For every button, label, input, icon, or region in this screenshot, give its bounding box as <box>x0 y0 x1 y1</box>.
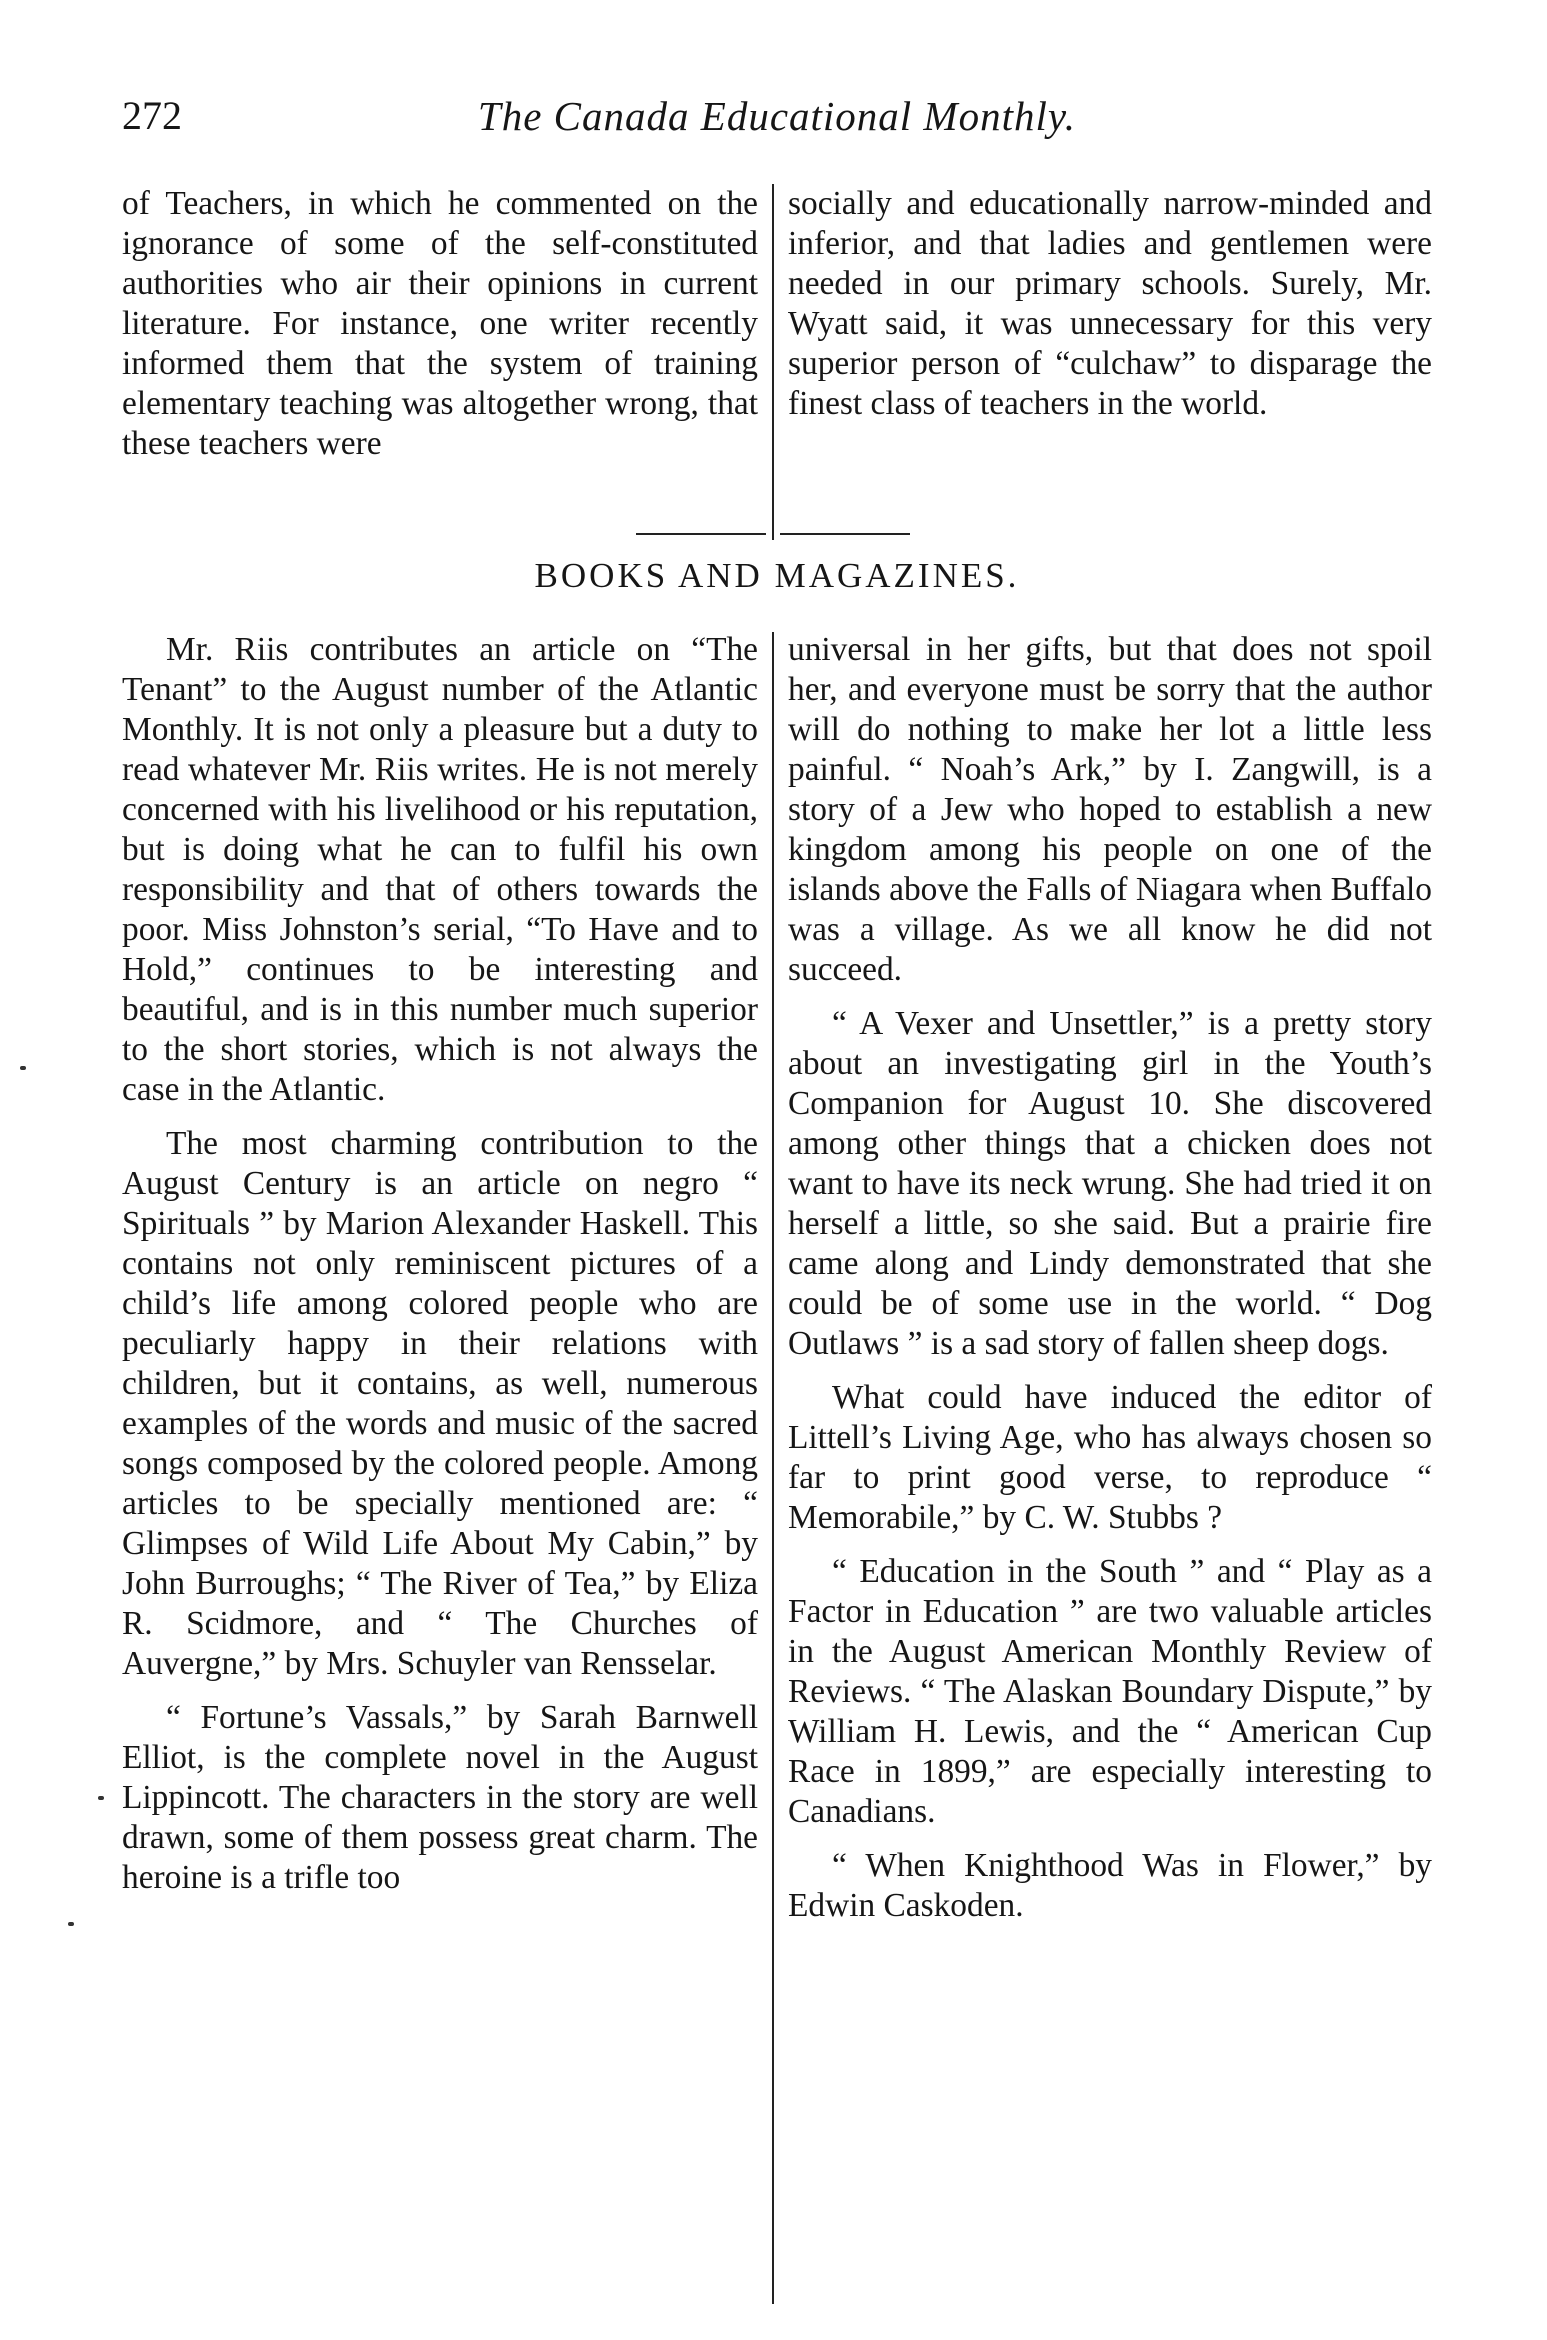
paragraph-lippincott: “ Fortune’s Vassals,” by Sarah Barnwell Elliot, is the complete novel in the August Lippincott. The characters in the story are well drawn, some of them possess great charm. The heroine is a trifle too <box>122 1699 758 1896</box>
section-heading: BOOKS AND MAGAZINES. <box>534 556 1020 595</box>
paragraph-noahs-ark: universal in her gifts, but that does not spoil her, and everyone must be sorry that the author will do nothing to make her lot a little less painful. “ Noah’s Ark,” by I. Zangwill, is a story of a Jew who hoped to establish a new kingdom among his people on one of the islands above the Falls of Niagara when Buffalo was a village. As we all know he did not succeed. <box>788 631 1432 988</box>
margin-speck <box>68 1922 74 1926</box>
top-right-paragraph: socially and educationally narrow-minded and inferior, and that ladies and gentlemen were needed in our primary schools. Surely, Mr. Wyatt said, it was unnecessary for this very superior person of “culchaw” to disparage the finest class of teachers in the world. <box>788 185 1432 422</box>
paragraph-review-of-reviews: “ Education in the South ” and “ Play as a Factor in Education ” are two valuable articles in the August American Monthly Review of Reviews. “ The Alaskan Boundary Dispute,” by William H. Lewis, and the “ American Cup Race in 1899,” are especially interesting to Canadians. <box>788 1553 1432 1830</box>
top-left-paragraph: of Teachers, in which he commented on the ignorance of some of the self-constituted authorities who air their opinions in current literature. For instance, one writer recently informed them that the system of training elementary teaching was altogether wrong, that these teachers were <box>122 185 758 462</box>
column-divider-main <box>772 632 774 2304</box>
section-rule-right <box>780 533 910 535</box>
running-header <box>122 92 1432 152</box>
paragraph-riis: Mr. Riis contributes an article on “The Tenant” to the August number of the Atlantic Monthly. It is not only a pleasure but a duty to read whatever Mr. Riis writes. He is not merely concerned with his livelihood or his reputation, but is doing what he can to fulfil his own responsibility and that of others towards the poor. Miss Johnston’s serial, “To Have and to Hold,” continues to be interesting and beautiful, and is in this number much superior to the short stories, which is not always the case in the Atlantic. <box>122 631 758 1108</box>
section-rule-left <box>636 533 766 535</box>
paragraph-littell: What could have induced the editor of Littell’s Living Age, who has always chosen so far to print good verse, to reproduce “ Memorabile,” by C. W. Stubbs ? <box>788 1379 1432 1536</box>
top-left-column <box>122 184 758 464</box>
column-divider-top <box>772 184 774 540</box>
paragraph-century: The most charming contribution to the August Century is an article on negro “ Spirituals ” by Marion Alexander Haskell. This contains not only reminiscent pictures of a child’s life among colored people who are peculiarly happy in their relations with children, but it contains, as well, numerous examples of the words and music of the sacred songs composed by the colored people. Among articles to be specially mentioned are: “ Glimpses of Wild Life About My Cabin,” by John Burroughs; “ The River of Tea,” by Eliza R. Scidmore, and “ The Churches of Auvergne,” by Mrs. Schuyler van Rensselar. <box>122 1125 758 1682</box>
paragraph-knighthood: “ When Knighthood Was in Flower,” by Edwin Caskoden. <box>788 1847 1432 1924</box>
journal-title: The Canada Educational Monthly. <box>477 93 1077 139</box>
paragraph-vexer: “ A Vexer and Unsettler,” is a pretty story about an investigating girl in the Youth’s Companion for August 10. She discovered among other things that a chicken does not want to have its neck wrung. She had tried it on herself a little, so she said. But a prairie fire came along and Lindy demonstrated that she could be of some use in the world. “ Dog Outlaws ” is a sad story of fallen sheep dogs. <box>788 1005 1432 1362</box>
top-right-column <box>788 184 1432 424</box>
left-column <box>122 630 758 1898</box>
page-number: 272 <box>122 93 182 138</box>
right-column <box>788 630 1432 1926</box>
margin-speck <box>98 1796 104 1800</box>
margin-speck <box>20 1066 26 1070</box>
